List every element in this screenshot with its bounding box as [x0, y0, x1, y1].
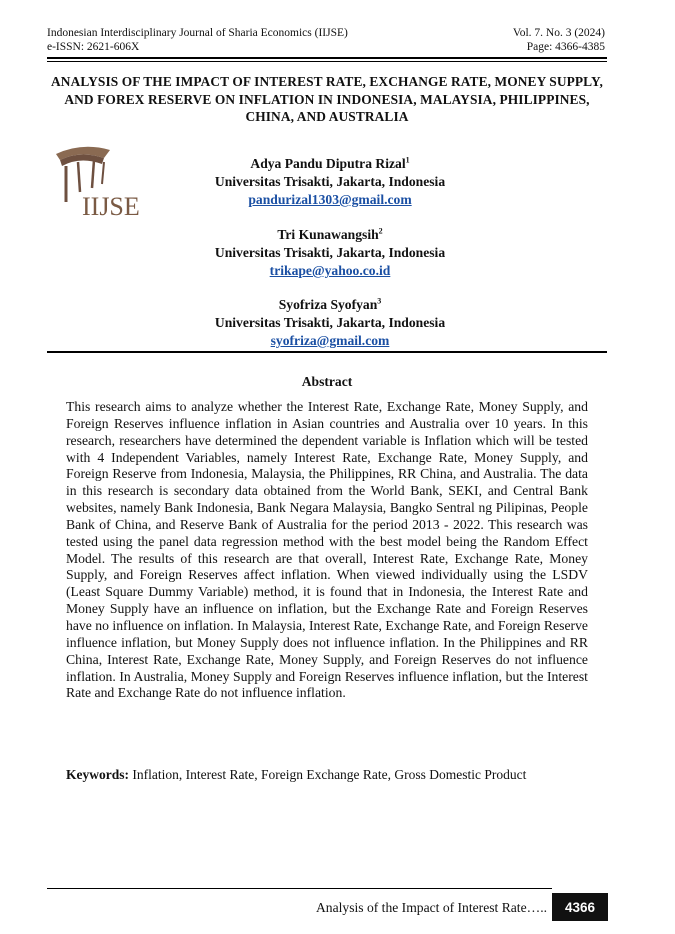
- author-2: [140, 226, 520, 280]
- keywords-text: Inflation, Interest Rate, Foreign Exchange Rate, Gross Domestic Product: [132, 767, 527, 782]
- header-rule-thin: [47, 61, 607, 62]
- journal-header-left: [47, 26, 348, 54]
- keywords-label: Keywords:: [66, 767, 129, 782]
- page-number: 4366: [552, 893, 608, 921]
- abstract-body: This research aims to analyze whether the Interest Rate, Exchange Rate, Money Supply, and Foreign Reserves influence inflation in Asian countries and Australia over 10 years. In this research, researchers have determined the dependent variable is Inflation which will be tested with 4 Independent Variables, namely Interest Rate, Exchange Rate, Money Supply, and Foreign Reserve from Indonesia, Malaysia, the Philippines, RR China, and Australia. The data in this research is secondary data obtained from the World Bank, SEKI, and Central Bank websites, namely Bank Indonesia, Bank Negara Malaysia, Bangko Sentral ng Pilipinas, People Bank of China, and Reserve Bank of Australia for the period 2013 - 2022. This research was tested using the panel data regression method with the best model being the Random Effect Model. The results of this research are that overall, Interest Rate, Exchange Rate, Money Supply, and Foreign Reserves affect inflation. When viewed individually using the LSDV (Least Square Dummy Variable) method, it is found that in Indonesia, the Interest Rate and Money Supply have an influence on inflation, but the Exchange Rate and Foreign Reserves have no influence on inflation. In Malaysia, Interest Rate, Exchange Rate, and Foreign Reserve influence inflation, but Money Supply does not influence inflation. In the Philippines and RR China, Interest Rate, Exchange Rate, Money Supply, and Foreign Reserves do not influence inflation. In Australia, Money Supply and Foreign Reserves influence inflation, but the Interest Rate and Exchange Rate do not influence inflation.: [66, 399, 588, 701]
- author-affiliation: Universitas Trisakti, Jakarta, Indonesia: [214, 245, 446, 260]
- volume-issue: Vol. 7. No. 3 (2024): [512, 27, 605, 39]
- author-email-link[interactable]: pandurizal1303@gmail.com: [248, 192, 412, 207]
- header-rule: [47, 57, 607, 59]
- keywords: [66, 766, 596, 783]
- author-email-link[interactable]: syofriza@gmail.com: [270, 333, 390, 348]
- author-1: [140, 155, 520, 209]
- svg-text:IIJSE: IIJSE: [82, 192, 140, 220]
- author-affiliation: Universitas Trisakti, Jakarta, Indonesia: [214, 315, 446, 330]
- page-range: Page: 4366-4385: [526, 41, 605, 53]
- author-affiliation: Universitas Trisakti, Jakarta, Indonesia: [214, 174, 446, 189]
- footer-rule: [47, 888, 552, 889]
- author-name: Adya Pandu Diputra Rizal$^1$: [250, 155, 410, 171]
- journal-header-right: [513, 26, 605, 54]
- authors-rule: [47, 351, 607, 353]
- journal-name: Indonesian Interdisciplinary Journal of Sharia Economics (IIJSE): [47, 27, 348, 39]
- author-name: Syofriza Syofyan$^3$: [278, 296, 382, 312]
- author-email-link[interactable]: trikape@yahoo.co.id: [269, 263, 391, 278]
- issn: e-ISSN: 2621-606X: [47, 41, 140, 53]
- abstract-heading: Abstract: [301, 374, 353, 389]
- paper-title: ANALYSIS OF THE IMPACT OF INTEREST RATE, EXCHANGE RATE, MONEY SUPPLY, AND FOREX RESERVE ON INFLATION IN INDONESIA, MALAYSIA, PHILIPPINES, CHINA, AND AUSTRALIA: [51, 74, 603, 124]
- author-name: Tri Kunawangsih$^2$: [277, 226, 383, 242]
- author-3: [140, 296, 520, 350]
- running-title: Analysis of the Impact of Interest Rate…..: [315, 900, 547, 915]
